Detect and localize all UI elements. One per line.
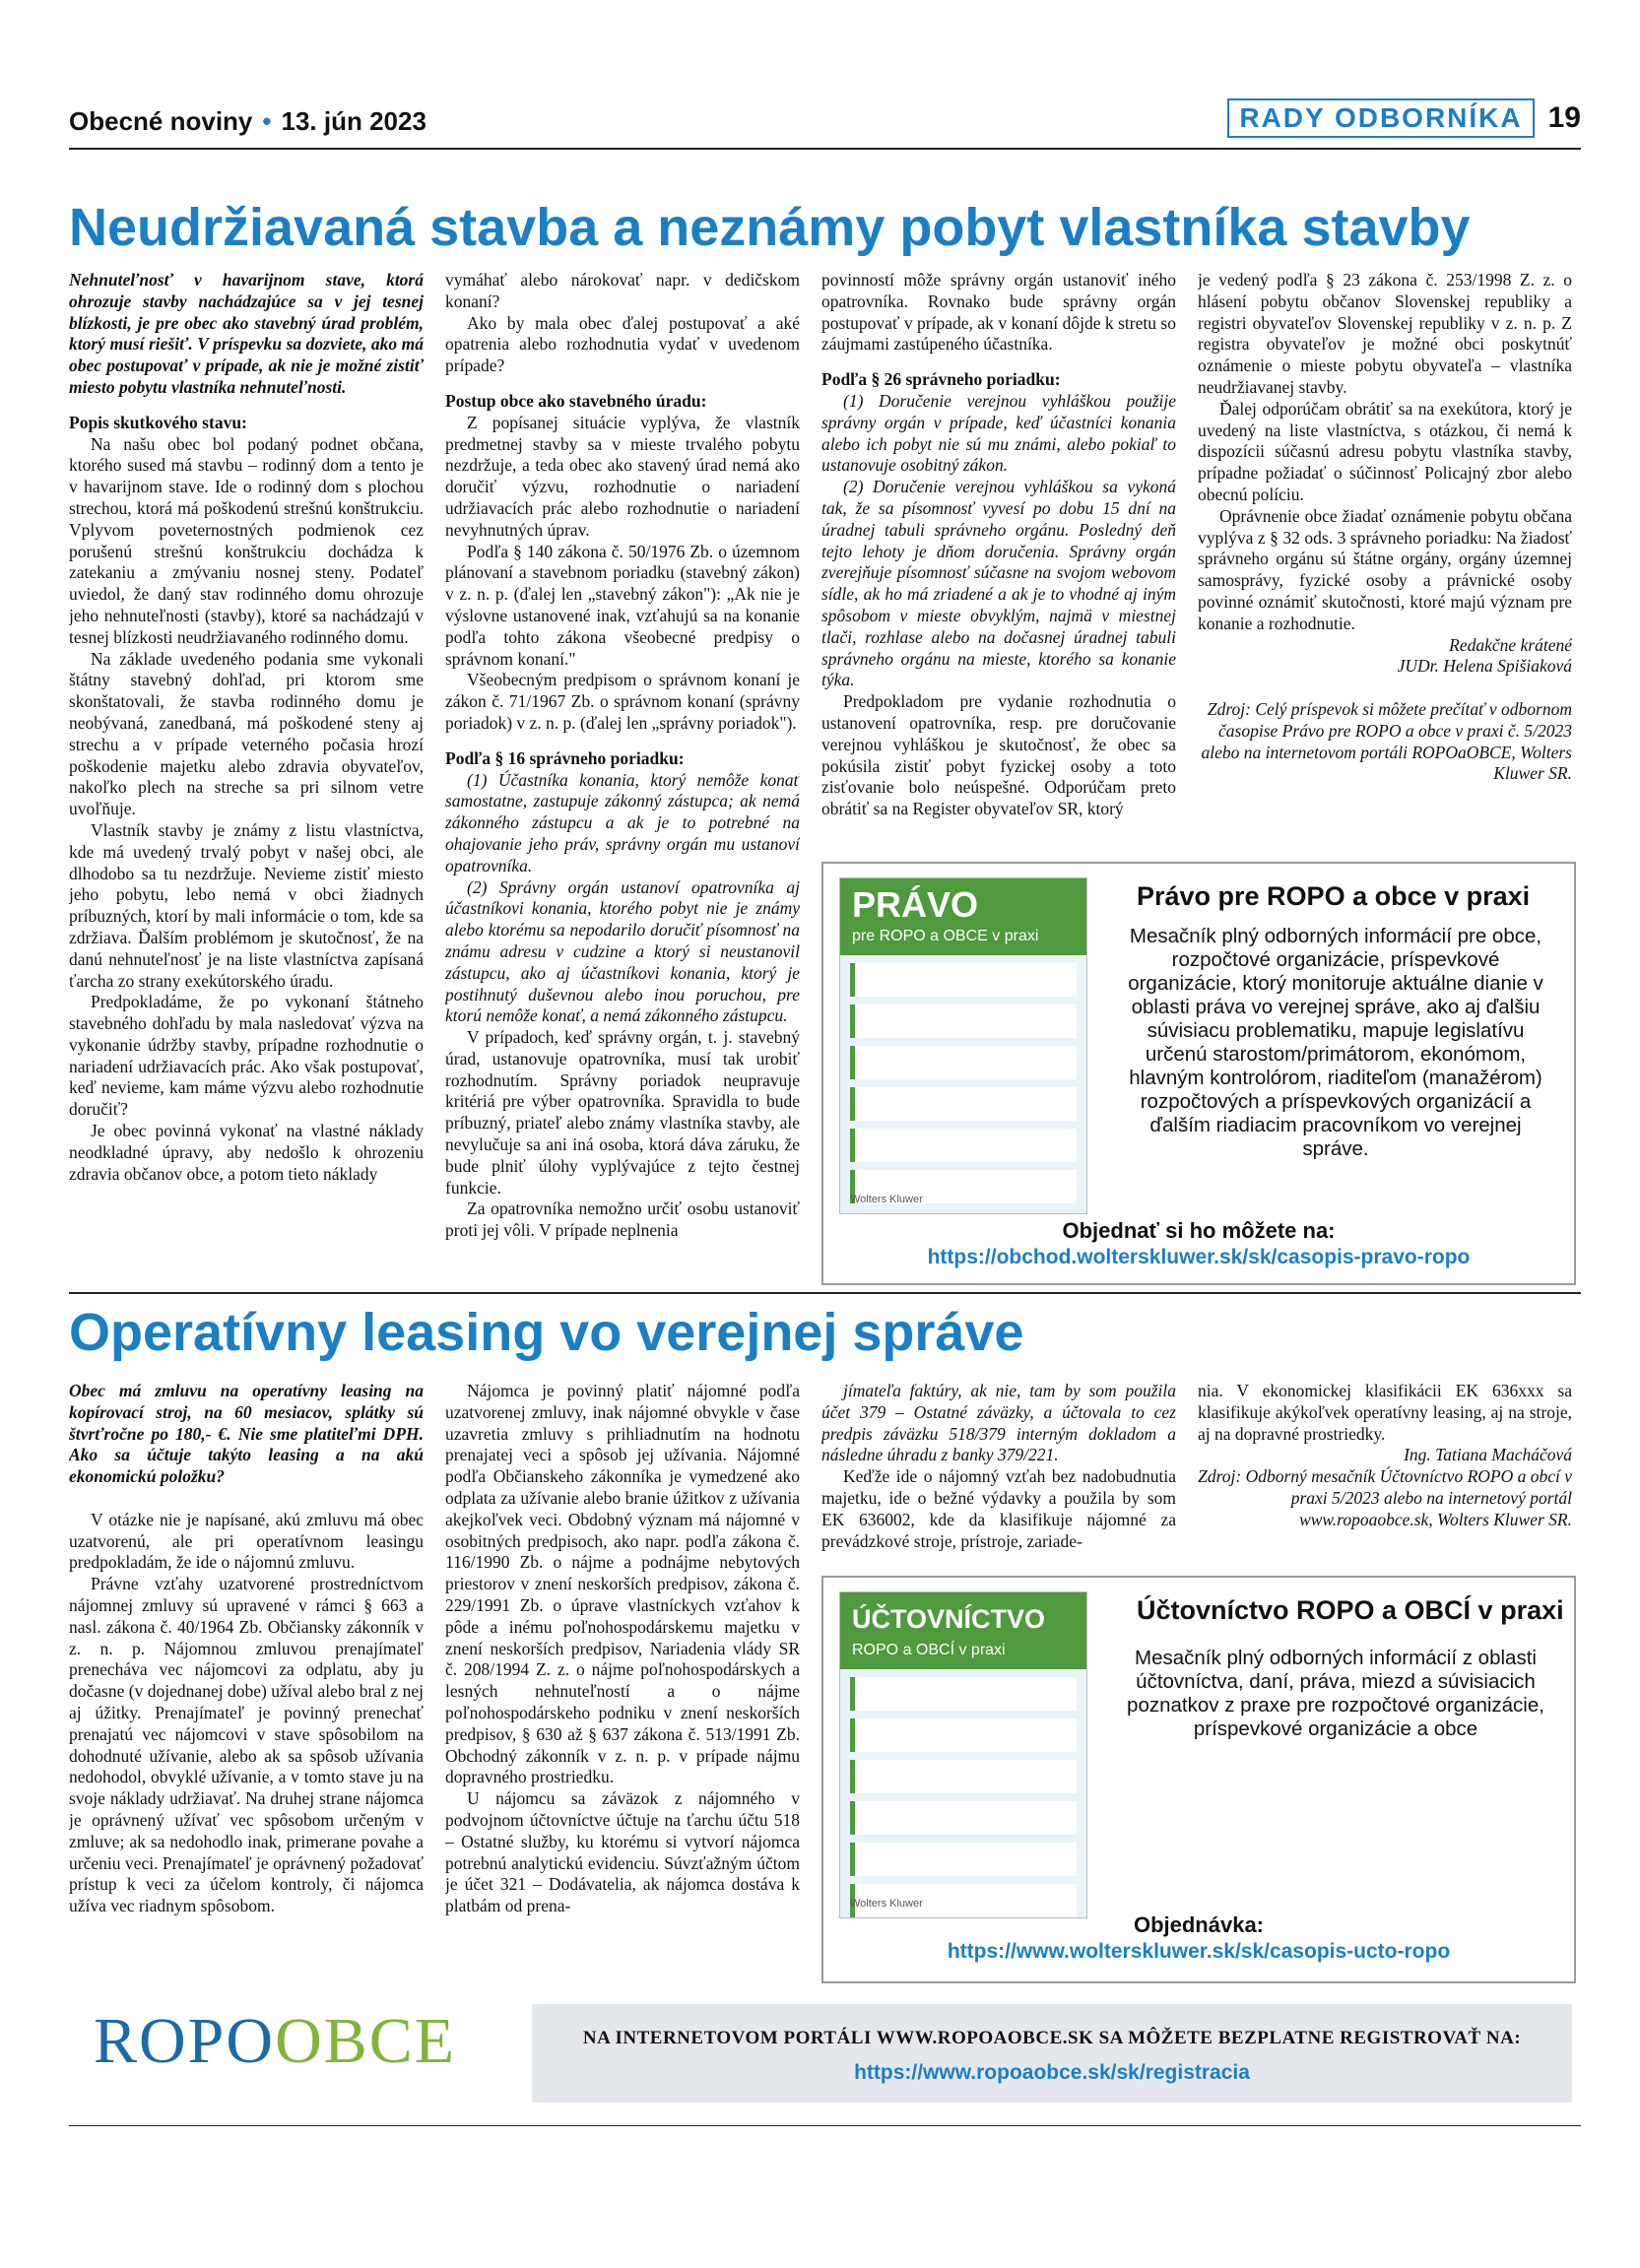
- rubric-block: [1227, 98, 1581, 138]
- logo-part-obce: OBCE: [275, 2005, 457, 2077]
- paragraph: povinností môže správny orgán ustanoviť iného opatrovníka. Rovnako bude správny orgán postupovať v prípade, ak v konaní dôjde k stretu so záujmami zastúpeného účastníka.: [821, 270, 1176, 355]
- header-rule: [69, 148, 1581, 150]
- paragraph: [1198, 678, 1572, 699]
- paragraph: Ďalej odporúčam obrátiť sa na exekútora, ktorý je uvedený na liste vlastníctva, s otázkou, či nemá k dispozícii súčasnú adresu pobytu vlastníka stavby, prípadne požiadať o súčinnosť Policajný zbor alebo obecnú políciu.: [1198, 398, 1572, 504]
- subheading: Postup obce ako stavebného úradu:: [445, 390, 707, 411]
- magazine-cover-ucto: [839, 1591, 1087, 1918]
- cover-title: ÚČTOVNÍCTVO: [840, 1592, 1086, 1642]
- cover-contents: [840, 963, 1086, 1203]
- separator-dot: •: [262, 106, 272, 136]
- article-divider: [69, 1292, 1581, 1294]
- ad-description: Mesačník plný odborných informácií pre obce, rozpočtové organizácie, príspevkové organizácie, ktorý monitoruje aktuálne dianie v oblasti práva vo verejnej správe, ako aj ďalšiu súvisiacu problematiku, mapuje legislatívu určenú starostom/primátorom, ekonómom, hlavným kontrolórom, riaditeľom (manažérom) rozpočtových a príspevkových organizácií a ďalším riadiacim pracovníkom vo verejnej správe.: [1128, 925, 1543, 1160]
- ad-title: Účtovníctvo ROPO a OBCÍ v praxi: [1137, 1595, 1564, 1625]
- footer-rule: [69, 2125, 1581, 2126]
- registration-text: NA INTERNETOVOM PORTÁLI WWW.ROPOAOBCE.SK SA MÔŽETE BEZPLATNE REGISTROVAŤ NA:: [582, 2028, 1522, 2048]
- ropo-obce-logo: [94, 2004, 456, 2079]
- paragraph: Predpokladáme, že po vykonaní štátneho stavebného dohľadu by mala nasledovať výzva na vykonanie údržby stavby, prípadne rozhodnutie o nariadení udržiavacích prác. Ako však postupovať, keď nevieme, kam máme výzvu alebo rozhodnutie doručiť?: [69, 992, 424, 1120]
- paragraph: Všeobecným predpisom o správnom konaní je zákon č. 71/1967 Zb. o správnom konaní (správny poriadok) v z. n. p. (ďalej len „správny poriadok").: [445, 670, 800, 733]
- paragraph: JUDr. Helena Spišiaková: [1397, 656, 1572, 677]
- paragraph: vymáhať alebo nárokovať napr. v dedičskom konaní?: [445, 270, 800, 311]
- rubric-label: RADY ODBORNÍKA: [1227, 98, 1534, 138]
- paragraph: V otázke nie je napísané, akú zmluvu má obec uzatvorenú, ale pri operatívnom leasingu predpokladám, že ide o nájomnú zmluvu.: [69, 1509, 424, 1573]
- paragraph: Zdroj: Odborný mesačník Účtovníctvo ROPO a obcí v praxi 5/2023 alebo na internetový portál www.ropoaobce.sk, Wolters Kluwer SR.: [1198, 1466, 1572, 1529]
- paragraph: (1) Účastníka konania, ktorý nemôže konať samostatne, zastupuje zákonný zástupca; ak nemá zákonného zástupcu a ak je to potrebné na ohajovanie jeho práv, správny orgán mu ustanoví opatrovníka.: [445, 769, 800, 875]
- ad-order-label: Objednať si ho môžete na:: [1062, 1218, 1336, 1243]
- paragraph: Právne vzťahy uzatvorené prostredníctvom nájomnej zmluvy sú upravené v rámci § 663 a nasl. zákona č. 40/1964 Zb. Občiansky zákonník v z. n. p. Nájomnou zmluvou prenajímateľ prenecháva vec nájomcovi za odplatu, aby ju dočasne (v dojednanej dobe) užíval alebo bral z nej aj úžitky. Prenajímateľ je povinný prenechať prenajatú vec nájomcovi v stave spôsobilom na dohodnuté užívanie, alebo ak sa spôsob užívania nedohodol, obvyklé užívanie, a v tomto stave ju na svoje náklady udržiavať. Na druhej strane nájomca je oprávnený užívať vec spôsobom určeným v zmluve; ak sa nedohodlo inak, primerane povahe a určeniu veci. Prenajímateľ je oprávnený požadovať prístup k veci za účelom kontroly, či nájomca užíva vec riadnym spôsobom.: [69, 1574, 424, 1916]
- ad-order-link[interactable]: https://www.wolterskluwer.sk/sk/casopis-ucto-ropo: [947, 1940, 1451, 1963]
- article2-col1: [69, 1381, 424, 1981]
- paragraph: Vlastník stavby je známy z listu vlastníctva, kde má uvedený trvalý pobyt v našej obci, ale dlhodobo sa tu nezdržuje. Nevieme zistiť miesto jeho pobytu, lebo nemá v obci žiadnych príbuzných, ktorí by mali informácie o tom, kde sa zdržiava. Ďalším problémom je skutočnosť, že na danú nehnuteľnosť je na liste vlastníctva zapísaná ťarcha zo strany exekútorského úradu.: [69, 819, 424, 991]
- paragraph: Redakčne krátené: [1449, 634, 1572, 655]
- paragraph: (2) Doručenie verejnou vyhláškou sa vykoná tak, že sa písomnosť vyvesí po dobu 15 dní na úradnej tabuli správneho orgánu. Posledný deň tejto lehoty je dňom doručenia. Správny orgán zverejňuje písomnosť súčasne na svojom webovom sídle, ak ho má zriadené a ak je to vhodné aj iným spôsobom v mieste obvyklým, najmä v miestnej tlači, rozhlase alebo na dočasnej úradnej tabuli správneho orgánu na mieste, ktorého sa konanie týka.: [821, 477, 1176, 690]
- article2-col4: [1198, 1381, 1572, 1568]
- paragraph: Ako by mala obec ďalej postupovať a aké opatrenia alebo rozhodnutia vydať v uvedenom prípade?: [445, 312, 800, 376]
- article1-title: Neudržiavaná stavba a neznámy pobyt vlastníka stavby: [69, 198, 1471, 257]
- subheading: Popis skutkového stavu:: [69, 412, 247, 432]
- lead-paragraph: Obec má zmluvu na operatívny leasing na kopírovací stroj, na 60 mesiacov, splátky sú štvrťročne po 180,- €. Nie sme platiteľmi DPH. Ako sa účtuje takýto leasing a na akú ekonomickú položku?: [69, 1381, 424, 1487]
- article1-col3: [821, 270, 1176, 853]
- subheading: Podľa § 26 správneho poriadku:: [821, 369, 1061, 390]
- ad-description: Mesačník plný odborných informácií z oblasti účtovníctva, daní, práva, miezd a súvisiacich poznatkov z praxe pre rozpočtové organizácie, príspevkové organizácie a obce: [1127, 1647, 1544, 1740]
- paragraph: Za opatrovníka nemožno určiť osobu ustanoviť proti jej vôli. V prípade neplnenia: [445, 1199, 800, 1241]
- cover-contents: [840, 1677, 1086, 1917]
- paragraph: Predpokladom pre vydanie rozhodnutia o ustanovení opatrovníka, resp. pre doručovanie verejnou vyhláškou je skutočnosť, že obec sa pokúsila zistiť pobyt fyzickej osoby a toto zisťovanie bolo neúspešné. Odporúčam preto obrátiť sa na Register obyvateľov SR, ktorý: [821, 691, 1176, 819]
- cover-subtitle: pre ROPO a OBCE v praxi: [840, 928, 1086, 955]
- article2-col3: [821, 1381, 1176, 1568]
- cover-publisher: Wolters Kluwer: [850, 1898, 923, 1910]
- paragraph: Zdroj: Celý príspevok si môžete prečítať v odbornom časopise Právo pre ROPO a obce v praxi č. 5/2023 alebo na internetovom portáli ROPOaOBCE, Wolters Kluwer SR.: [1201, 698, 1572, 784]
- lead-paragraph: Nehnuteľnosť v havarijnom stave, ktorá ohrozuje stavby nachádzajúce sa v jej tesnej blízkosti, je pre obec ako stavebný úrad problém, ktorý musí riešiť. V príspevku sa dozviete, ako má obec postupovať v prípade, ak nie je možné zistiť miesto pobytu vlastníka nehnuteľnosti.: [69, 270, 424, 397]
- paragraph: Z popísanej situácie vyplýva, že vlastník predmetnej stavby sa v mieste trvalého pobytu nezdržuje, a teda obec ako stavený úrad nemá ako doručiť výzvu, rozhodnutie o nariadení udržiavacích prác alebo rozhodnutie o nariadení nevyhnutných úprav.: [445, 412, 800, 540]
- ad-pravo-ropo: [821, 862, 1576, 1285]
- paragraph: Oprávnenie obce žiadať oznámenie pobytu občana vyplýva z § 32 ods. 3 správneho poriadku: Na žiadosť správneho orgánu sú štátne orgány, orgány územnej samosprávy, fyzické osoby a právnické osoby povinné oznámiť skutočnosti, ktoré majú význam pre konanie a rozhodnutie.: [1198, 505, 1572, 633]
- ad-ucto-ropo: [821, 1576, 1576, 1983]
- ad-order-link[interactable]: https://obchod.wolterskluwer.sk/sk/casopis-pravo-ropo: [927, 1246, 1471, 1268]
- article1-col4: [1198, 270, 1572, 853]
- article2-title: Operatívny leasing vo verejnej správe: [69, 1303, 1024, 1362]
- logo-part-ropo: ROPO: [94, 2005, 276, 2077]
- paragraph: [69, 1488, 424, 1510]
- registration-banner: [532, 2004, 1572, 2103]
- cover-subtitle: ROPO a OBCÍ v praxi: [840, 1642, 1086, 1669]
- page-number: 19: [1547, 101, 1581, 134]
- ad-order-label: Objednávka:: [1133, 1912, 1265, 1937]
- magazine-cover-pravo: [839, 877, 1087, 1214]
- paper-name: Obecné noviny: [69, 106, 253, 136]
- paragraph: Na základe uvedeného podania sme vykonali štátny stavebný dohľad, pri ktorom sme skonštatovali, že stavba rodinného domu je neobývaná, zanedbaná, má poškodené steny aj strechu a v prípade veterného počasia hrozí poškodenie majetku alebo zdravia obyvateľov, nakoľko plech na streche sa pri silnom vetre uvoľňuje.: [69, 648, 424, 819]
- article2-col2: [445, 1381, 800, 1981]
- paragraph: (1) Doručenie verejnou vyhláškou použije správny orgán v prípade, keď účastníci konania alebo ich pobyt nie sú mu známi, alebo pokiaľ to ustanovuje osobitný zákon.: [821, 390, 1176, 476]
- paragraph: (2) Správny orgán ustanoví opatrovníka aj účastníkovi konania, ktorého pobyt nie je známy alebo ktorému sa nepodarilo doručiť písomnosť na známu adresu v cudzine a ktorý si neustanovil zástupcu, ako aj účastníkovi konania, ktorý je postihnutý duševnou alebo inou poruchou, pre ktorú nemôže konať, a nemá zákonného zástupcu.: [445, 876, 800, 1026]
- article1-col2: [445, 270, 800, 1284]
- paragraph: Na našu obec bol podaný podnet občana, ktorého sused má stavbu – rodinný dom a tento je v havarijnom stave. Ide o rodinný dom s plochou strechou, ktorá má poškodenú strešnú konštrukciu. Vplyvom poveternostných podmienok cez porušenú strešnú konštrukciu dochádza k zatekaniu a zmývaniu nosnej steny. Podateľ uviedol, že daný stav rodinného domu ohrozuje jeho nehnuteľnosti (stavby), ktoré sa nachádzajú v tesnej blízkosti neudržiavaného rodinného domu.: [69, 433, 424, 647]
- cover-title: PRÁVO: [840, 878, 1086, 928]
- cover-publisher: Wolters Kluwer: [850, 1194, 923, 1205]
- subheading: Podľa § 16 správneho poriadku:: [445, 747, 685, 768]
- paragraph: U nájomcu sa záväzok z nájomného v podvojnom účtovníctve účtuje na ťarchu účtu 518 – Ostatné služby, ku ktorému si vytvorí nájomca potrebnú analytickú evidenciu. Súvzťažným účtom je účet 321 – Dodávatelia, ak nájomca dostáva k platbám od prena-: [445, 1788, 800, 1916]
- paragraph: jímateľa faktúry, ak nie, tam by som použila účet 379 – Ostatné záväzky, a účtovala to cez predpis záväzku 518/379 interným dokladom a následne úhradu z banky 379/221.: [821, 1381, 1176, 1465]
- paragraph: je vedený podľa § 23 zákona č. 253/1998 Z. z. o hlásení pobytu občanov Slovenskej republiky a registri obyvateľov Slovenskej republiky v z. n. p. Z registra obyvateľov je možné obci poskytnúť oznámenie o mieste pobytu obyvateľa – vlastníka neudržiavanej stavby.: [1198, 270, 1572, 397]
- paragraph: nia. V ekonomickej klasifikácii EK 636xxx sa klasifikuje akýkoľvek operatívny leasing, aj na stroje, aj na dopravné prostriedky.: [1198, 1381, 1572, 1444]
- ad-title: Právo pre ROPO a obce v praxi: [1137, 881, 1531, 911]
- paragraph: Je obec povinná vykonať na vlastné náklady neodkladné úpravy, aby nedošlo k ohrozeniu zdravia občanov obce, a potom tieto náklady: [69, 1121, 424, 1184]
- registration-link[interactable]: https://www.ropoaobce.sk/sk/registracia: [854, 2061, 1250, 2084]
- paragraph: Keďže ide o nájomný vzťah bez nadobudnutia majetku, ide o bežné výdavky a použila by som EK 636002, kde da klasifikuje nájomné za prevádzkové stroje, prístroje, zariade-: [821, 1466, 1176, 1551]
- paragraph: Ing. Tatiana Macháčová: [1404, 1445, 1572, 1465]
- paragraph: Nájomca je povinný platiť nájomné podľa uzatvorenej zmluvy, inak nájomné obvykle v čase uzavretia zmluvy s prihliadnutím na hodnotu prenajatej veci a spôsob jej užívania. Nájomné podľa Občianskeho zákonníka je vymedzené ako odplata za užívanie alebo branie úžitkov z užívania akejkoľvek veci. Obdobný význam má nájomné v osobitných predpisoch, ako napr. podľa zákona č. 116/1990 Zb. o nájme a podnájme nebytových priestorov v znení neskorších predpisov, zákona č. 229/1991 Zb. o úprave vlastníckych vzťahov k pôde a inému poľnohospodárskemu majetku v znení neskorších predpisov, Nariadenia vlády SR č. 208/1994 Z. z. o nájme poľnohospodárskych a lesných nehnuteľností a o nájme poľnohospodárskeho podniku v znení neskorších predpisov, § 630 až § 637 zákona č. 513/1991 Zb. Obchodný zákonník v z. n. p. v prípade nájmu dopravného prostriedku.: [445, 1381, 800, 1787]
- masthead: [69, 106, 426, 137]
- issue-date: 13. jún 2023: [281, 106, 426, 136]
- paragraph: V prípadoch, keď správny orgán, t. j. stavebný úrad, ustanovuje opatrovníka, musí tak urobiť rozhodnutím. Správny poriadok neupravuje kritériá pre výber opatrovníka. Spravidla to bude príbuzný, priateľ alebo známy vlastníka stavby, ale nevylučuje sa ani iná osoba, ktorá dáva záruku, že bude plniť úlohy vyplývajúce z tejto čestnej funkcie.: [445, 1027, 800, 1198]
- paragraph: Podľa § 140 zákona č. 50/1976 Zb. o územnom plánovaní a stavebnom poriadku (stavebný zákon) v z. n. p. (ďalej len „stavebný zákon"): „Ak nie je výslovne ustanovené inak, vzťahujú sa na konanie podľa tohto zákona všeobecné predpisy o správnom konaní.": [445, 541, 800, 669]
- article1-col1: [69, 270, 424, 1284]
